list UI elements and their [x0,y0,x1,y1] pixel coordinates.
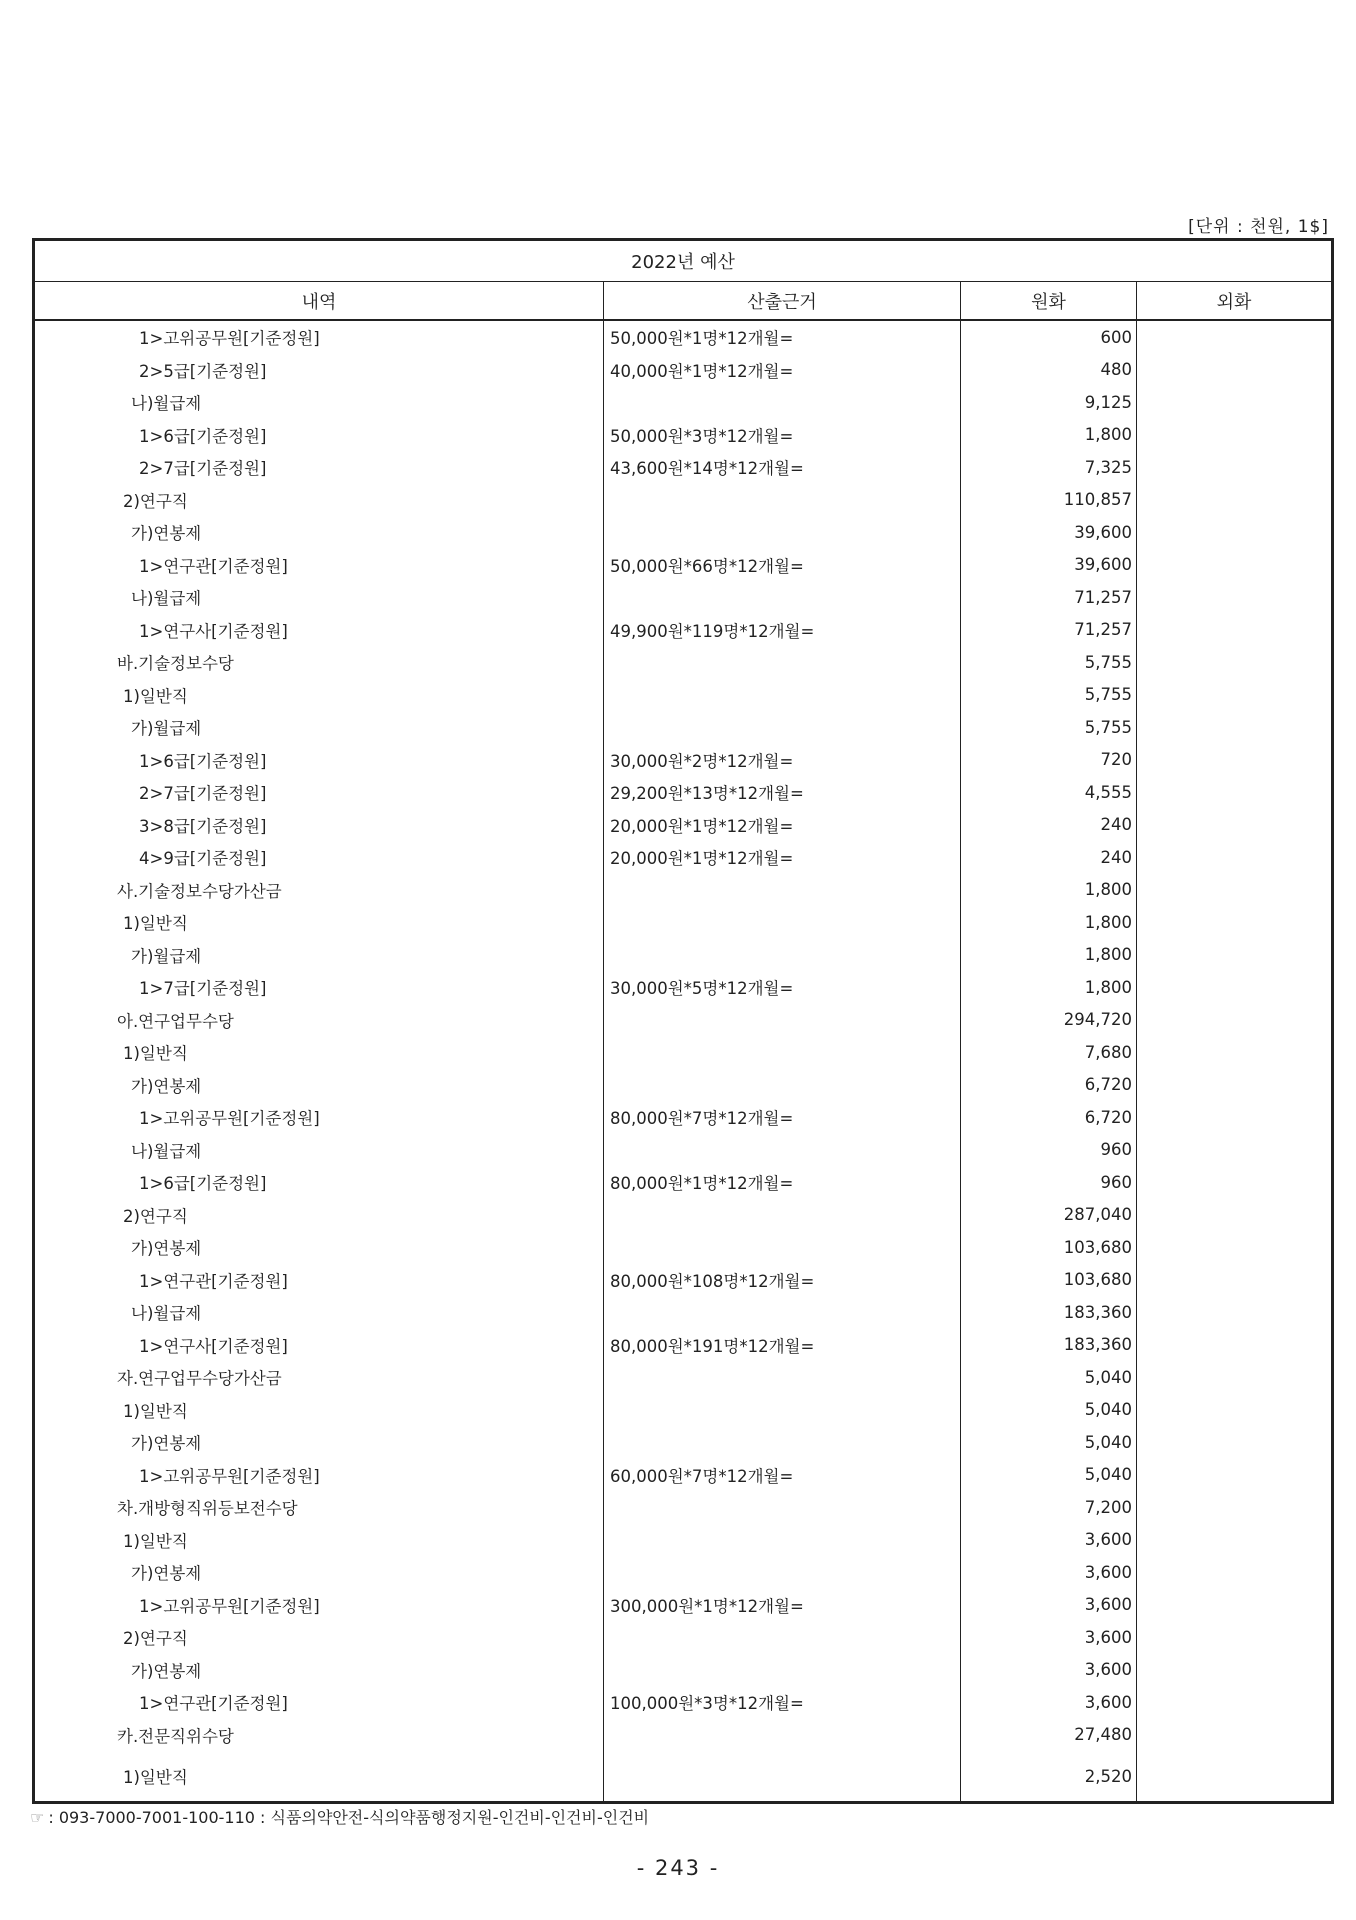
row-basis [604,1231,961,1264]
table-row [34,1166,1333,1199]
row-description: 1>고위공무원[기준정원] [34,320,604,354]
row-description: 1>6급[기준정원] [34,744,604,777]
row-basis [604,711,961,744]
row-basis [604,386,961,419]
row-krw-amount: 39,600 [961,516,1137,549]
table-row [34,1686,1333,1719]
table-row [34,1459,1333,1492]
footer-note [30,1805,649,1828]
row-foreign-amount [1137,776,1333,809]
row-basis: 30,000원*5명*12개월= [604,971,961,1004]
unit-note: [단위 : 천원, 1$] [1188,217,1329,237]
row-description: 가)연봉제 [34,516,604,549]
row-foreign-amount [1137,1426,1333,1459]
row-foreign-amount [1137,1069,1333,1102]
row-krw-amount: 240 [961,809,1137,842]
row-foreign-amount [1137,1199,1333,1232]
row-krw-amount: 3,600 [961,1556,1137,1589]
row-krw-amount: 287,040 [961,1199,1137,1232]
row-krw-amount: 6,720 [961,1069,1137,1102]
row-basis: 43,600원*14명*12개월= [604,451,961,484]
table-row [34,971,1333,1004]
row-krw-amount: 7,325 [961,451,1137,484]
row-description: 1>연구관[기준정원] [34,1264,604,1297]
row-foreign-amount [1137,320,1333,354]
row-foreign-amount [1137,939,1333,972]
table-row [34,1719,1333,1752]
row-foreign-amount [1137,419,1333,452]
row-krw-amount: 960 [961,1134,1137,1167]
table-row [34,354,1333,387]
row-description: 나)월급제 [34,1134,604,1167]
page-number: - 243 - [636,1856,720,1880]
table-row [34,614,1333,647]
table-row [34,1426,1333,1459]
row-foreign-amount [1137,711,1333,744]
row-basis [604,581,961,614]
table-row [34,451,1333,484]
table-row [34,1361,1333,1394]
row-krw-amount: 3,600 [961,1654,1137,1687]
row-krw-amount: 71,257 [961,614,1137,647]
row-krw-amount: 1,800 [961,906,1137,939]
row-basis: 80,000원*108명*12개월= [604,1264,961,1297]
row-foreign-amount [1137,1719,1333,1752]
row-krw-amount: 720 [961,744,1137,777]
table-row [34,1556,1333,1589]
row-krw-amount: 1,800 [961,939,1137,972]
row-foreign-amount [1137,1556,1333,1589]
row-krw-amount: 3,600 [961,1621,1137,1654]
table-row [34,549,1333,582]
row-foreign-amount [1137,1296,1333,1329]
table-row [34,906,1333,939]
row-basis [604,1426,961,1459]
row-foreign-amount [1137,1621,1333,1654]
row-krw-amount: 2,520 [961,1751,1137,1803]
row-foreign-amount [1137,1166,1333,1199]
row-foreign-amount [1137,1524,1333,1557]
table-row [34,679,1333,712]
row-description: 나)월급제 [34,386,604,419]
row-krw-amount: 27,480 [961,1719,1137,1752]
row-krw-amount: 294,720 [961,1004,1137,1037]
table-row [34,1296,1333,1329]
row-description: 1>연구관[기준정원] [34,1686,604,1719]
table-row [34,320,1333,354]
table-row [34,419,1333,452]
row-description: 자.연구업무수당가산금 [34,1361,604,1394]
row-krw-amount: 240 [961,841,1137,874]
row-foreign-amount [1137,1231,1333,1264]
row-krw-amount: 480 [961,354,1137,387]
row-basis [604,1069,961,1102]
row-description: 나)월급제 [34,1296,604,1329]
row-basis [604,1036,961,1069]
row-description: 1>연구관[기준정원] [34,549,604,582]
row-foreign-amount [1137,1101,1333,1134]
pointing-hand-icon: ☞ [30,1808,45,1827]
table-row [34,776,1333,809]
row-basis: 50,000원*66명*12개월= [604,549,961,582]
table-row [34,1101,1333,1134]
row-krw-amount: 71,257 [961,581,1137,614]
row-description: 가)연봉제 [34,1556,604,1589]
row-foreign-amount [1137,1004,1333,1037]
row-krw-amount: 4,555 [961,776,1137,809]
row-foreign-amount [1137,581,1333,614]
row-description: 차.개방형직위등보전수당 [34,1491,604,1524]
table-row [34,1134,1333,1167]
row-description: 1>고위공무원[기준정원] [34,1459,604,1492]
row-foreign-amount [1137,1134,1333,1167]
row-description: 바.기술정보수당 [34,646,604,679]
row-foreign-amount [1137,646,1333,679]
row-basis: 80,000원*1명*12개월= [604,1166,961,1199]
row-description: 1>연구사[기준정원] [34,614,604,647]
table-row [34,1069,1333,1102]
row-basis [604,1199,961,1232]
row-description: 1>6급[기준정원] [34,1166,604,1199]
row-description: 1>연구사[기준정원] [34,1329,604,1362]
row-krw-amount: 5,755 [961,679,1137,712]
row-basis [604,1719,961,1752]
table-row [34,1589,1333,1622]
row-basis: 100,000원*3명*12개월= [604,1686,961,1719]
table-row [34,1036,1333,1069]
table-row [34,874,1333,907]
row-basis: 29,200원*13명*12개월= [604,776,961,809]
row-description: 가)연봉제 [34,1654,604,1687]
row-foreign-amount [1137,809,1333,842]
row-description: 아.연구업무수당 [34,1004,604,1037]
table-body [34,320,1333,1803]
row-description: 가)연봉제 [34,1069,604,1102]
row-foreign-amount [1137,386,1333,419]
row-description: 3>8급[기준정원] [34,809,604,842]
row-foreign-amount [1137,1394,1333,1427]
row-basis: 40,000원*1명*12개월= [604,354,961,387]
row-description: 2>5급[기준정원] [34,354,604,387]
table-row [34,1264,1333,1297]
row-foreign-amount [1137,451,1333,484]
row-krw-amount: 7,680 [961,1036,1137,1069]
row-foreign-amount [1137,1654,1333,1687]
table-row [34,646,1333,679]
row-basis [604,906,961,939]
row-description: 가)연봉제 [34,1231,604,1264]
row-basis [604,1621,961,1654]
table-row [34,711,1333,744]
row-krw-amount: 9,125 [961,386,1137,419]
row-foreign-amount [1137,1751,1333,1803]
row-krw-amount: 6,720 [961,1101,1137,1134]
row-krw-amount: 183,360 [961,1329,1137,1362]
row-basis [604,1524,961,1557]
row-description: 1)일반직 [34,1751,604,1803]
row-description: 2)연구직 [34,484,604,517]
table-row [34,484,1333,517]
table-row [34,516,1333,549]
row-foreign-amount [1137,1686,1333,1719]
row-basis: 20,000원*1명*12개월= [604,841,961,874]
row-basis: 20,000원*1명*12개월= [604,809,961,842]
column-header-foreign: 외화 [1137,282,1333,321]
row-description: 가)연봉제 [34,1426,604,1459]
row-basis [604,1491,961,1524]
row-krw-amount: 39,600 [961,549,1137,582]
table-row [34,1394,1333,1427]
row-krw-amount: 600 [961,320,1137,354]
row-description: 2>7급[기준정원] [34,451,604,484]
row-basis: 49,900원*119명*12개월= [604,614,961,647]
row-description: 1>6급[기준정원] [34,419,604,452]
row-basis: 80,000원*7명*12개월= [604,1101,961,1134]
row-krw-amount: 3,600 [961,1524,1137,1557]
table-row [34,1621,1333,1654]
row-krw-amount: 5,040 [961,1459,1137,1492]
row-description: 가)월급제 [34,711,604,744]
table-row [34,939,1333,972]
row-basis [604,1751,961,1803]
row-description: 카.전문직위수당 [34,1719,604,1752]
row-description: 사.기술정보수당가산금 [34,874,604,907]
row-krw-amount: 1,800 [961,971,1137,1004]
row-basis [604,484,961,517]
row-krw-amount: 103,680 [961,1231,1137,1264]
row-basis [604,1296,961,1329]
row-foreign-amount [1137,1491,1333,1524]
row-foreign-amount [1137,971,1333,1004]
budget-table [32,238,1334,1804]
table-row [34,581,1333,614]
row-description: 가)월급제 [34,939,604,972]
row-foreign-amount [1137,1459,1333,1492]
row-description: 1>고위공무원[기준정원] [34,1101,604,1134]
row-foreign-amount [1137,906,1333,939]
table-row [34,744,1333,777]
row-foreign-amount [1137,354,1333,387]
row-krw-amount: 3,600 [961,1589,1137,1622]
row-krw-amount: 5,040 [961,1361,1137,1394]
row-basis [604,646,961,679]
footer-text: : 093-7000-7001-100-110 : 식품의약안전-식의약품행정지원-인건비-인건비-인건비 [48,1808,650,1827]
row-krw-amount: 5,040 [961,1426,1137,1459]
row-foreign-amount [1137,874,1333,907]
row-foreign-amount [1137,1589,1333,1622]
row-description: 2)연구직 [34,1199,604,1232]
row-krw-amount: 103,680 [961,1264,1137,1297]
row-basis [604,1394,961,1427]
table-title: 2022년 예산 [34,240,1333,282]
row-krw-amount: 183,360 [961,1296,1137,1329]
row-basis [604,1134,961,1167]
table-row [34,386,1333,419]
row-foreign-amount [1137,1329,1333,1362]
table-row [34,841,1333,874]
row-description: 1)일반직 [34,1036,604,1069]
row-basis [604,1556,961,1589]
row-krw-amount: 5,755 [961,646,1137,679]
row-krw-amount: 5,040 [961,1394,1137,1427]
table-row [34,1751,1333,1803]
row-description: 1)일반직 [34,906,604,939]
row-description: 4>9급[기준정원] [34,841,604,874]
row-basis: 300,000원*1명*12개월= [604,1589,961,1622]
row-basis [604,1654,961,1687]
row-foreign-amount [1137,484,1333,517]
row-foreign-amount [1137,549,1333,582]
table-row [34,809,1333,842]
row-krw-amount: 1,800 [961,419,1137,452]
row-basis [604,1361,961,1394]
row-description: 2)연구직 [34,1621,604,1654]
row-basis [604,679,961,712]
table-row [34,1004,1333,1037]
table-row [34,1654,1333,1687]
row-krw-amount: 3,600 [961,1686,1137,1719]
row-description: 1>7급[기준정원] [34,971,604,1004]
row-description: 2>7급[기준정원] [34,776,604,809]
table-row [34,1491,1333,1524]
row-description: 1)일반직 [34,679,604,712]
row-foreign-amount [1137,1036,1333,1069]
row-foreign-amount [1137,516,1333,549]
table-row [34,1231,1333,1264]
table-row [34,1329,1333,1362]
row-foreign-amount [1137,841,1333,874]
row-krw-amount: 960 [961,1166,1137,1199]
row-krw-amount: 110,857 [961,484,1137,517]
row-basis [604,516,961,549]
column-header-krw: 원화 [961,282,1137,321]
row-basis [604,939,961,972]
row-basis: 50,000원*1명*12개월= [604,320,961,354]
row-description: 1)일반직 [34,1394,604,1427]
row-basis: 50,000원*3명*12개월= [604,419,961,452]
row-foreign-amount [1137,1361,1333,1394]
row-description: 1>고위공무원[기준정원] [34,1589,604,1622]
row-basis: 80,000원*191명*12개월= [604,1329,961,1362]
row-krw-amount: 7,200 [961,1491,1137,1524]
row-foreign-amount [1137,614,1333,647]
column-header-description: 내역 [34,282,604,321]
row-description: 1)일반직 [34,1524,604,1557]
column-header-basis: 산출근거 [604,282,961,321]
row-basis [604,1004,961,1037]
row-basis: 60,000원*7명*12개월= [604,1459,961,1492]
row-foreign-amount [1137,1264,1333,1297]
row-krw-amount: 5,755 [961,711,1137,744]
table-row [34,1199,1333,1232]
row-basis: 30,000원*2명*12개월= [604,744,961,777]
row-krw-amount: 1,800 [961,874,1137,907]
row-foreign-amount [1137,679,1333,712]
row-basis [604,874,961,907]
row-description: 나)월급제 [34,581,604,614]
row-foreign-amount [1137,744,1333,777]
table-row [34,1524,1333,1557]
